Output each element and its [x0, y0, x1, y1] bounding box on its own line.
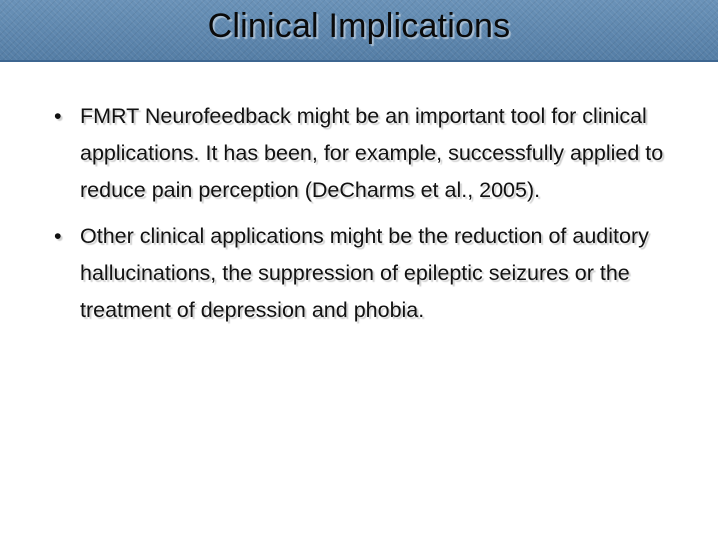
slide-title: Clinical Implications — [207, 7, 511, 45]
bullet-marker: • — [54, 224, 62, 248]
bullet-text: Other clinical applications might be the reduction of auditory hallucinations, the suppression of epileptic seizures or the treatment of depression and phobia. — [80, 224, 649, 322]
bullet-text: FMRT Neurofeedback might be an important tool for clinical applications. It has been, for example, successfully applied to reduce pain perception (DeCharms et al., 2005). — [80, 104, 664, 202]
bullet-item — [52, 98, 692, 209]
bullet-marker: • — [54, 104, 62, 128]
bullet-list — [52, 98, 692, 338]
bullet-item — [52, 218, 692, 329]
